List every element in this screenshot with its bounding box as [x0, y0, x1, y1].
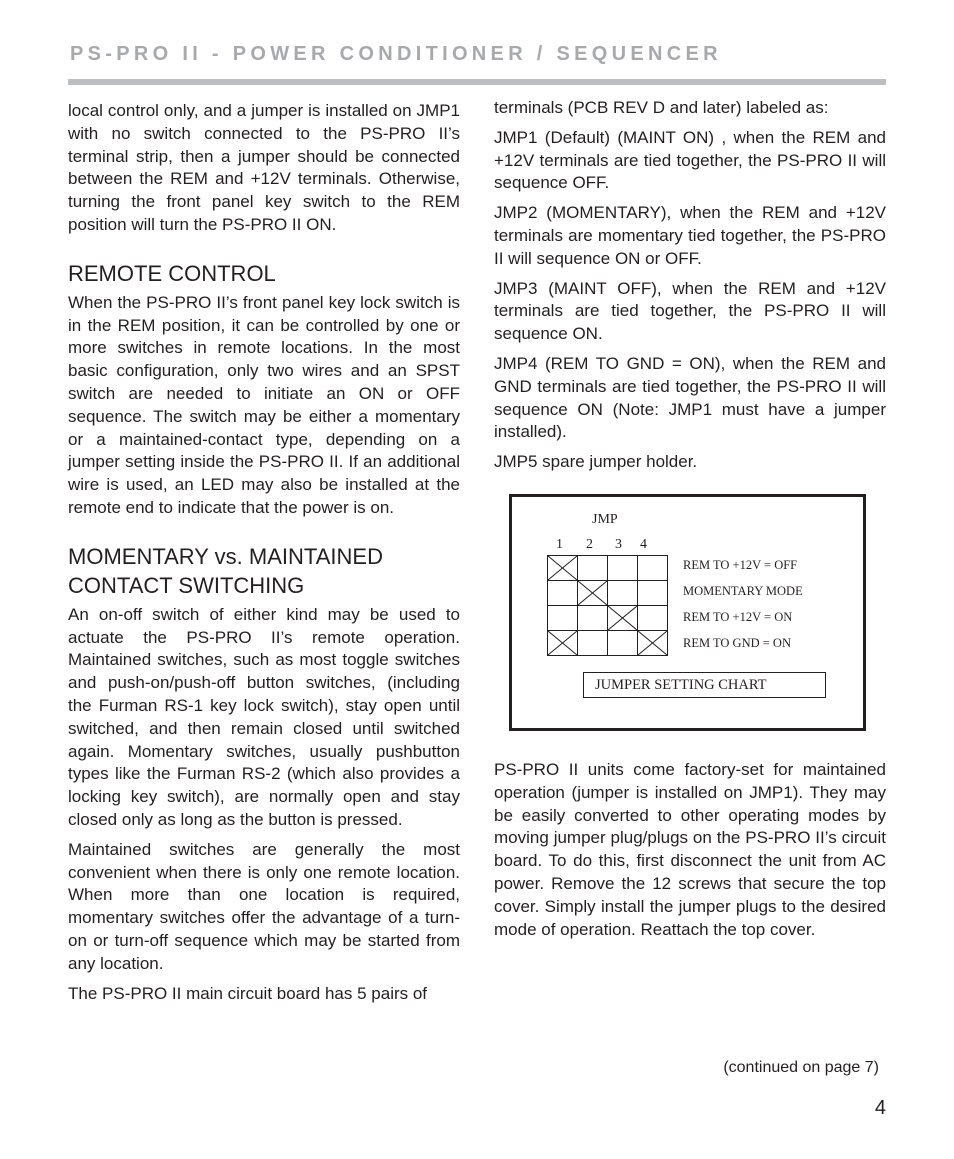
momentary-paragraph-2: Maintained switches are generally the most convenient when there is only one remote location. When more than one location is required, momentary switches offer the advantage of a turn-on or turn-off sequence which may be started from any location.	[68, 839, 460, 973]
jumper-empty-cell	[638, 556, 668, 581]
jumper-grid-row	[548, 606, 668, 631]
factory-column	[494, 759, 886, 948]
momentary-paragraph-3: The PS-PRO II main circuit board has 5 pairs of	[68, 983, 428, 1003]
jumper-empty-cell	[578, 606, 608, 631]
jmp5-paragraph: JMP5 spare jumper holder.	[494, 452, 698, 472]
jumper-grid	[547, 555, 668, 656]
momentary-heading: MOMENTARY vs. MAINTAINED CONTACT SWITCHING	[68, 543, 383, 598]
column-number: 1	[556, 537, 563, 552]
jmp-label: JMP	[592, 512, 618, 527]
intro-paragraph: local control only, and a jumper is installed on JMP1 with no switch connected to the PS-PRO II’s terminal strip, then a jumper should be connected between the REM and +12V terminals. Otherwise, turning the front panel key switch to the REM position will turn the PS-PRO II ON.	[68, 101, 460, 234]
jumper-grid-row	[548, 581, 668, 606]
jumper-empty-cell	[548, 606, 578, 631]
momentary-paragraph-1: An on-off switch of either kind may be used to actuate the PS-PRO II’s remote operation. Maintained switches, such as most toggle switches and push-on/push-off button switches, (including the Furman RS-1 key lock switch), stay open until switched, and then remain closed until switched again. Momentary switches, usually pushbutton types like the Furman RS-2 (which also provides a locking key switch), are normally open and stay closed only as long as the button is pressed.	[68, 604, 460, 829]
remote-control-paragraph: When the PS-PRO II’s front panel key lock switch is in the REM position, it can be controlled by one or more switches in remote locations. In the most basic configuration, only two wires and an SPST switch are needed to initiate an ON or OFF sequence. The switch may be either a momentary or a maintained-contact type, depending on a jumper setting inside the PS-PRO II. If an additional wire is used, an LED may also be installed at the remote end to indicate that the power is on.	[68, 292, 460, 517]
jumper-installed-cell	[638, 631, 668, 656]
mode-label: MOMENTARY MODE	[683, 584, 803, 598]
chart-title: JUMPER SETTING CHART	[583, 672, 826, 698]
jumper-installed-cell	[548, 631, 578, 656]
jumper-empty-cell	[608, 556, 638, 581]
jumper-installed-cell	[578, 581, 608, 606]
terminals-paragraph: terminals (PCB REV D and later) labeled as:	[494, 98, 829, 117]
continued-note: (continued on page 7)	[723, 1059, 879, 1076]
jumper-grid-row	[548, 556, 668, 581]
jumper-installed-cell	[608, 606, 638, 631]
right-column	[494, 97, 886, 481]
column-number: 4	[640, 537, 647, 552]
jumper-empty-cell	[638, 581, 668, 606]
mode-label: REM TO GND = ON	[683, 636, 791, 650]
jumper-empty-cell	[608, 631, 638, 656]
jumper-x-icon	[638, 631, 667, 655]
jumper-x-icon	[608, 606, 637, 630]
jumper-x-icon	[548, 556, 577, 580]
jumper-x-icon	[578, 581, 607, 605]
jumper-empty-cell	[578, 631, 608, 656]
jmp1-paragraph: JMP1 (Default) (MAINT ON) , when the REM and +12V terminals are tied together, the PS-PRO II will sequence OFF.	[494, 127, 886, 193]
column-number: 3	[615, 537, 622, 552]
header-rule	[68, 79, 886, 85]
jumper-empty-cell	[578, 556, 608, 581]
jumper-installed-cell	[548, 556, 578, 581]
jumper-empty-cell	[638, 606, 668, 631]
page-number: 4	[874, 1097, 886, 1119]
jumper-empty-cell	[548, 581, 578, 606]
jmp4-paragraph: JMP4 (REM TO GND = ON), when the REM and GND terminals are tied together, the PS-PRO II will sequence ON (Note: JMP1 must have a jumper installed).	[494, 353, 886, 442]
jmp3-paragraph: JMP3 (MAINT OFF), when the REM and +12V terminals are tied together, the PS-PRO II will sequence ON.	[494, 278, 886, 344]
left-column	[68, 100, 460, 1012]
jumper-grid-row	[548, 631, 668, 656]
jumper-empty-cell	[608, 581, 638, 606]
factory-paragraph: PS-PRO II units come factory-set for maintained operation (jumper is installed on JMP1). They may be easily converted to other operating modes by moving jumper plug/plugs on the PS-PRO II’s circuit board. To do this, first disconnect the unit from AC power. Remove the 12 screws that secure the top cover. Simply install the jumper plugs to the desired mode of operation. Reattach the top cover.	[494, 760, 886, 939]
column-number: 2	[586, 537, 593, 552]
remote-control-heading: REMOTE CONTROL	[68, 260, 276, 286]
jumper-setting-chart	[509, 494, 866, 731]
jmp2-paragraph: JMP2 (MOMENTARY), when the REM and +12V terminals are momentary tied together, the PS-PRO II will sequence ON or OFF.	[494, 203, 886, 268]
jumper-x-icon	[548, 631, 577, 655]
page-header: PS-PRO II - POWER CONDITIONER / SEQUENCER	[70, 43, 722, 65]
mode-label: REM TO +12V = ON	[683, 610, 793, 624]
mode-label: REM TO +12V = OFF	[683, 558, 798, 572]
